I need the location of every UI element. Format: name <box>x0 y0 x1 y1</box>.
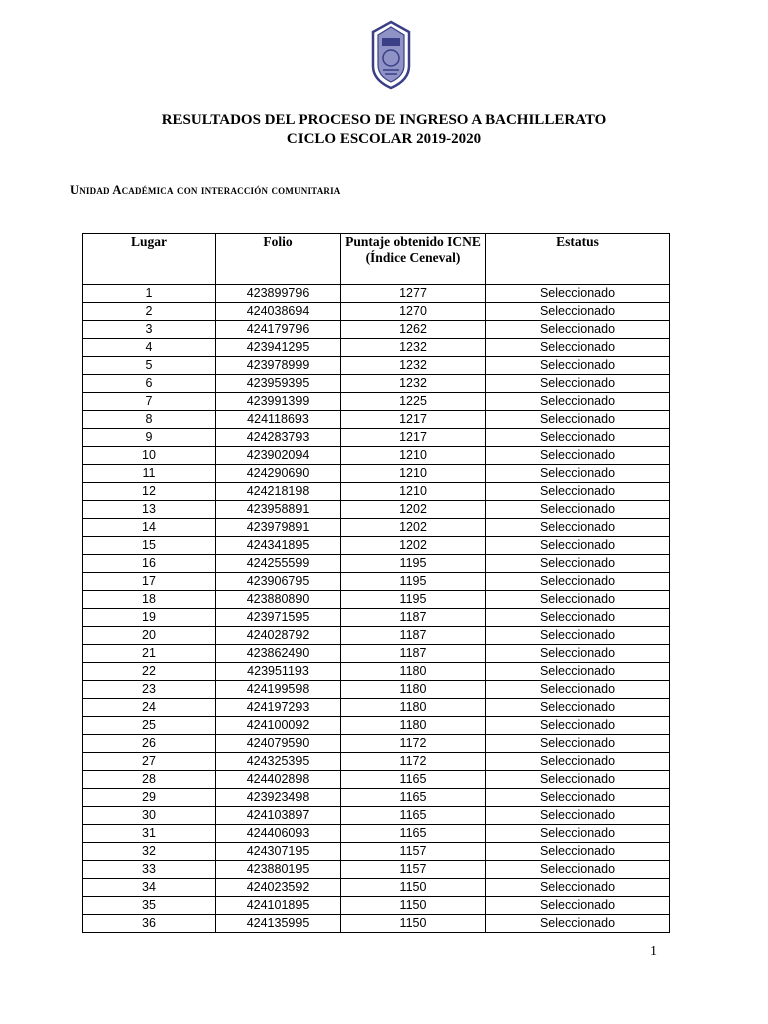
header-puntaje: Puntaje obtenido ICNE (Índice Ceneval) <box>341 234 486 285</box>
cell-folio: 424197293 <box>216 699 341 717</box>
table-row <box>83 393 670 411</box>
cell-puntaje: 1232 <box>341 357 486 375</box>
cell-folio: 424028792 <box>216 627 341 645</box>
cell-folio: 424023592 <box>216 879 341 897</box>
cell-folio: 423958891 <box>216 501 341 519</box>
cell-estatus: Seleccionado <box>486 627 670 645</box>
table-row <box>83 897 670 915</box>
cell-puntaje: 1225 <box>341 393 486 411</box>
cell-folio: 423899796 <box>216 285 341 303</box>
table-row <box>83 681 670 699</box>
cell-lugar: 15 <box>83 537 216 555</box>
cell-lugar: 5 <box>83 357 216 375</box>
cell-estatus: Seleccionado <box>486 591 670 609</box>
cell-folio: 424101895 <box>216 897 341 915</box>
cell-puntaje: 1150 <box>341 897 486 915</box>
cell-estatus: Seleccionado <box>486 681 670 699</box>
cell-folio: 423906795 <box>216 573 341 591</box>
cell-lugar: 11 <box>83 465 216 483</box>
cell-estatus: Seleccionado <box>486 483 670 501</box>
cell-lugar: 32 <box>83 843 216 861</box>
table-row <box>83 555 670 573</box>
cell-estatus: Seleccionado <box>486 861 670 879</box>
cell-estatus: Seleccionado <box>486 519 670 537</box>
cell-estatus: Seleccionado <box>486 825 670 843</box>
cell-lugar: 6 <box>83 375 216 393</box>
academic-unit-heading: Unidad Académica con interacción comunitaria <box>70 183 341 197</box>
cell-puntaje: 1180 <box>341 681 486 699</box>
cell-puntaje: 1210 <box>341 447 486 465</box>
cell-puntaje: 1187 <box>341 609 486 627</box>
table-row <box>83 843 670 861</box>
cell-lugar: 26 <box>83 735 216 753</box>
cell-estatus: Seleccionado <box>486 753 670 771</box>
table-row <box>83 519 670 537</box>
cell-estatus: Seleccionado <box>486 411 670 429</box>
cell-estatus: Seleccionado <box>486 447 670 465</box>
cell-lugar: 30 <box>83 807 216 825</box>
cell-puntaje: 1187 <box>341 627 486 645</box>
header-lugar: Lugar <box>83 234 216 285</box>
cell-lugar: 20 <box>83 627 216 645</box>
cell-folio: 424325395 <box>216 753 341 771</box>
cell-lugar: 9 <box>83 429 216 447</box>
table-row <box>83 483 670 501</box>
cell-lugar: 27 <box>83 753 216 771</box>
cell-lugar: 18 <box>83 591 216 609</box>
cell-lugar: 2 <box>83 303 216 321</box>
cell-puntaje: 1195 <box>341 555 486 573</box>
cell-puntaje: 1262 <box>341 321 486 339</box>
cell-folio: 424406093 <box>216 825 341 843</box>
cell-estatus: Seleccionado <box>486 717 670 735</box>
cell-puntaje: 1232 <box>341 339 486 357</box>
cell-folio: 423971595 <box>216 609 341 627</box>
cell-folio: 424283793 <box>216 429 341 447</box>
cell-folio: 423991399 <box>216 393 341 411</box>
table-row <box>83 303 670 321</box>
table-row <box>83 663 670 681</box>
cell-estatus: Seleccionado <box>486 663 670 681</box>
cell-puntaje: 1157 <box>341 861 486 879</box>
cell-lugar: 4 <box>83 339 216 357</box>
cell-lugar: 14 <box>83 519 216 537</box>
results-table <box>82 233 670 933</box>
cell-folio: 423880195 <box>216 861 341 879</box>
cell-lugar: 17 <box>83 573 216 591</box>
cell-estatus: Seleccionado <box>486 609 670 627</box>
cell-folio: 424218198 <box>216 483 341 501</box>
cell-folio: 423959395 <box>216 375 341 393</box>
table-row <box>83 573 670 591</box>
cell-folio: 424038694 <box>216 303 341 321</box>
cell-puntaje: 1210 <box>341 483 486 501</box>
table-row <box>83 825 670 843</box>
cell-folio: 423979891 <box>216 519 341 537</box>
cell-puntaje: 1165 <box>341 807 486 825</box>
table-row <box>83 411 670 429</box>
cell-lugar: 35 <box>83 897 216 915</box>
cell-estatus: Seleccionado <box>486 465 670 483</box>
header-folio: Folio <box>216 234 341 285</box>
cell-folio: 424179796 <box>216 321 341 339</box>
cell-lugar: 31 <box>83 825 216 843</box>
cell-estatus: Seleccionado <box>486 699 670 717</box>
cell-folio: 423923498 <box>216 789 341 807</box>
cell-folio: 423941295 <box>216 339 341 357</box>
cell-puntaje: 1202 <box>341 519 486 537</box>
cell-puntaje: 1270 <box>341 303 486 321</box>
cell-puntaje: 1165 <box>341 825 486 843</box>
table-row <box>83 915 670 933</box>
table-row <box>83 321 670 339</box>
cell-estatus: Seleccionado <box>486 429 670 447</box>
cell-estatus: Seleccionado <box>486 285 670 303</box>
cell-lugar: 1 <box>83 285 216 303</box>
cell-lugar: 10 <box>83 447 216 465</box>
cell-puntaje: 1232 <box>341 375 486 393</box>
cell-estatus: Seleccionado <box>486 771 670 789</box>
table-row <box>83 591 670 609</box>
table-row <box>83 645 670 663</box>
table-row <box>83 627 670 645</box>
cell-folio: 423862490 <box>216 645 341 663</box>
cell-puntaje: 1202 <box>341 537 486 555</box>
cell-puntaje: 1150 <box>341 915 486 933</box>
cell-folio: 423978999 <box>216 357 341 375</box>
cell-lugar: 29 <box>83 789 216 807</box>
cell-puntaje: 1165 <box>341 771 486 789</box>
table-row <box>83 465 670 483</box>
cell-estatus: Seleccionado <box>486 501 670 519</box>
cell-lugar: 12 <box>83 483 216 501</box>
cell-puntaje: 1172 <box>341 735 486 753</box>
cell-estatus: Seleccionado <box>486 375 670 393</box>
cell-estatus: Seleccionado <box>486 555 670 573</box>
cell-lugar: 22 <box>83 663 216 681</box>
cell-folio: 424307195 <box>216 843 341 861</box>
university-seal-icon <box>369 20 413 90</box>
cell-puntaje: 1150 <box>341 879 486 897</box>
cell-lugar: 25 <box>83 717 216 735</box>
document-subtitle: CICLO ESCOLAR 2019-2020 <box>286 131 482 147</box>
cell-lugar: 36 <box>83 915 216 933</box>
table-row <box>83 537 670 555</box>
cell-estatus: Seleccionado <box>486 915 670 933</box>
cell-lugar: 8 <box>83 411 216 429</box>
cell-folio: 424199598 <box>216 681 341 699</box>
table-row <box>83 609 670 627</box>
cell-folio: 423951193 <box>216 663 341 681</box>
table-header-row <box>83 234 670 285</box>
cell-puntaje: 1195 <box>341 591 486 609</box>
table-row <box>83 429 670 447</box>
cell-folio: 424100092 <box>216 717 341 735</box>
table-row <box>83 285 670 303</box>
cell-puntaje: 1180 <box>341 717 486 735</box>
cell-folio: 424103897 <box>216 807 341 825</box>
cell-folio: 424341895 <box>216 537 341 555</box>
table-row <box>83 753 670 771</box>
table-row <box>83 789 670 807</box>
cell-estatus: Seleccionado <box>486 879 670 897</box>
table-row <box>83 699 670 717</box>
cell-folio: 423880890 <box>216 591 341 609</box>
cell-folio: 424079590 <box>216 735 341 753</box>
cell-estatus: Seleccionado <box>486 339 670 357</box>
cell-lugar: 21 <box>83 645 216 663</box>
cell-estatus: Seleccionado <box>486 645 670 663</box>
cell-folio: 424402898 <box>216 771 341 789</box>
cell-puntaje: 1210 <box>341 465 486 483</box>
cell-puntaje: 1172 <box>341 753 486 771</box>
cell-lugar: 28 <box>83 771 216 789</box>
cell-folio: 424135995 <box>216 915 341 933</box>
cell-puntaje: 1180 <box>341 699 486 717</box>
cell-lugar: 34 <box>83 879 216 897</box>
table-row <box>83 357 670 375</box>
cell-estatus: Seleccionado <box>486 789 670 807</box>
cell-estatus: Seleccionado <box>486 537 670 555</box>
cell-folio: 424290690 <box>216 465 341 483</box>
table-row <box>83 447 670 465</box>
cell-lugar: 16 <box>83 555 216 573</box>
table-row <box>83 879 670 897</box>
table-row <box>83 339 670 357</box>
cell-puntaje: 1217 <box>341 411 486 429</box>
cell-estatus: Seleccionado <box>486 357 670 375</box>
cell-puntaje: 1217 <box>341 429 486 447</box>
cell-lugar: 19 <box>83 609 216 627</box>
cell-lugar: 13 <box>83 501 216 519</box>
cell-puntaje: 1202 <box>341 501 486 519</box>
table-row <box>83 861 670 879</box>
cell-estatus: Seleccionado <box>486 303 670 321</box>
cell-puntaje: 1187 <box>341 645 486 663</box>
cell-folio: 423902094 <box>216 447 341 465</box>
cell-lugar: 23 <box>83 681 216 699</box>
cell-lugar: 33 <box>83 861 216 879</box>
cell-lugar: 7 <box>83 393 216 411</box>
cell-estatus: Seleccionado <box>486 843 670 861</box>
cell-puntaje: 1195 <box>341 573 486 591</box>
table-row <box>83 735 670 753</box>
table-row <box>83 717 670 735</box>
cell-estatus: Seleccionado <box>486 807 670 825</box>
page-number: 1 <box>650 944 657 959</box>
cell-puntaje: 1157 <box>341 843 486 861</box>
table-row <box>83 501 670 519</box>
cell-puntaje: 1277 <box>341 285 486 303</box>
cell-lugar: 24 <box>83 699 216 717</box>
cell-folio: 424118693 <box>216 411 341 429</box>
cell-estatus: Seleccionado <box>486 321 670 339</box>
cell-lugar: 3 <box>83 321 216 339</box>
cell-estatus: Seleccionado <box>486 735 670 753</box>
cell-estatus: Seleccionado <box>486 897 670 915</box>
cell-puntaje: 1180 <box>341 663 486 681</box>
table-row <box>83 771 670 789</box>
header-estatus: Estatus <box>486 234 670 285</box>
cell-estatus: Seleccionado <box>486 393 670 411</box>
table-row <box>83 807 670 825</box>
document-title: RESULTADOS DEL PROCESO DE INGRESO A BACHILLERATO <box>161 112 607 128</box>
cell-estatus: Seleccionado <box>486 573 670 591</box>
cell-puntaje: 1165 <box>341 789 486 807</box>
table-row <box>83 375 670 393</box>
cell-folio: 424255599 <box>216 555 341 573</box>
